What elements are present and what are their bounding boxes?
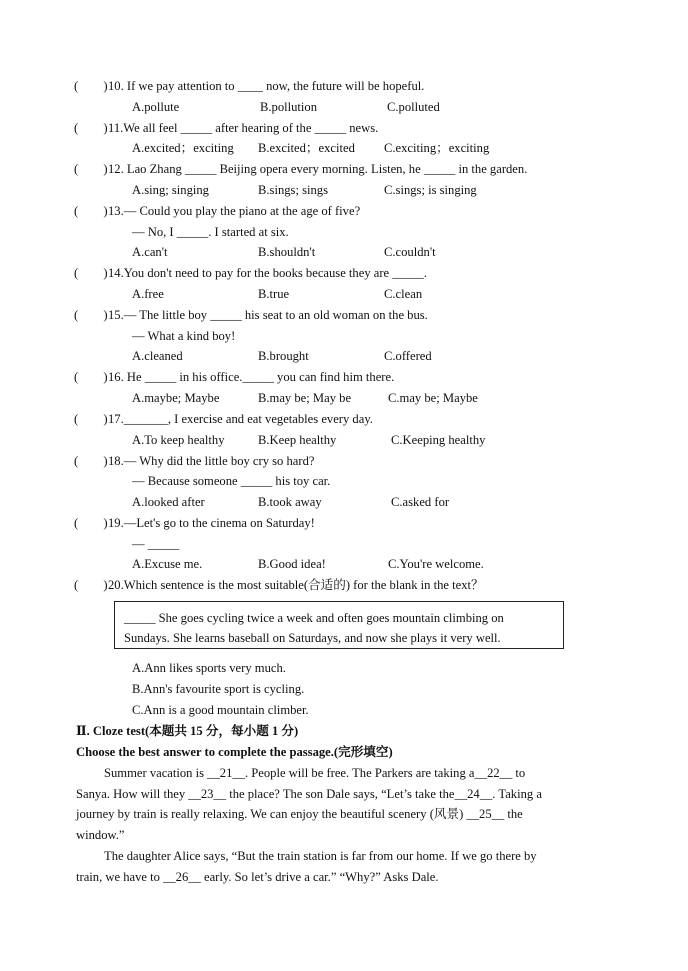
option-b: B.Good idea! — [258, 557, 326, 571]
option-b: B.true — [258, 287, 290, 301]
option-a: A.can't — [132, 245, 168, 259]
passage-line: journey by train is really relaxing. We can enjoy the beautiful scenery (风景) __25__ the — [76, 807, 523, 821]
question-12 — [74, 161, 527, 177]
option-c: C.exciting；exciting — [384, 141, 490, 155]
answer-paren[interactable]: ( ) — [74, 204, 108, 218]
dialog-line: — No, I _____. I started at six. — [132, 225, 289, 239]
question-13 — [74, 203, 360, 219]
question-stem: 15.— The little boy _____ his seat to an old woman on the bus. — [108, 308, 428, 322]
option-b: B.shouldn't — [258, 245, 316, 259]
passage-line: train, we have to __26__ early. So let’s drive a car.” “Why?” Asks Dale. — [76, 870, 439, 884]
question-stem: 13.— Could you play the piano at the age of five? — [108, 204, 361, 218]
question-stem: 20.Which sentence is the most suitable(合适的) for the blank in the text？ — [108, 578, 484, 592]
option-c: C.offered — [384, 349, 432, 363]
dialog-line: — _____ — [132, 537, 180, 551]
dialog-line: — Because someone _____ his toy car. — [132, 474, 331, 488]
option-a: A.maybe; Maybe — [132, 391, 220, 405]
option-b: B.sings; sings — [258, 183, 328, 197]
option-c: C.You're welcome. — [388, 557, 484, 571]
answer-paren[interactable]: ( ) — [74, 266, 108, 280]
passage-line: window.” — [76, 828, 125, 842]
answer-paren[interactable]: ( ) — [74, 308, 108, 322]
option-a: A.cleaned — [132, 349, 183, 363]
passage-line: Summer vacation is __21__. People will be free. The Parkers are taking a__22__ to — [104, 766, 526, 780]
section-instruction: Choose the best answer to complete the passage.(完形填空) — [76, 745, 393, 759]
answer-paren[interactable]: ( ) — [74, 454, 108, 468]
question-11 — [74, 120, 378, 136]
option-a: A.Excuse me. — [132, 557, 203, 571]
question-19 — [74, 515, 315, 531]
question-20 — [74, 577, 484, 593]
option-c: C.polluted — [387, 100, 440, 114]
option-b: B.Keep healthy — [258, 433, 337, 447]
question-15 — [74, 307, 428, 323]
option-b: B.may be; May be — [258, 391, 352, 405]
passage-line: Sanya. How will they __23__ the place? The son Dale says, “Let’s take the__24__. Taking a — [76, 787, 542, 801]
answer-paren[interactable]: ( ) — [74, 121, 108, 135]
question-10 — [74, 78, 424, 94]
question-stem: 11.We all feel _____ after hearing of the _____ news. — [108, 121, 379, 135]
passage-line: The daughter Alice says, “But the train station is far from our home. If we go there by — [104, 849, 537, 863]
option-c: C.Keeping healthy — [391, 433, 486, 447]
answer-paren[interactable]: ( ) — [74, 578, 108, 592]
dialog-line: — What a kind boy! — [132, 329, 236, 343]
option-c: C.sings; is singing — [384, 183, 477, 197]
text-box-line: Sundays. She learns baseball on Saturdays, and now she plays it very well. — [124, 631, 501, 645]
text-box-line: _____ She goes cycling twice a week and often goes mountain climbing on — [124, 611, 504, 625]
option-a: A.sing; singing — [132, 183, 209, 197]
option-a: A.pollute — [132, 100, 180, 114]
option-c: C.Ann is a good mountain climber. — [132, 703, 309, 717]
question-stem: 16. He _____ in his office._____ you can find him there. — [108, 370, 395, 384]
answer-paren[interactable]: ( ) — [74, 412, 108, 426]
question-stem: 14.You don't need to pay for the books because they are _____. — [108, 266, 427, 280]
option-c: C.asked for — [391, 495, 450, 509]
question-stem: 12. Lao Zhang _____ Beijing opera every morning. Listen, he _____ in the garden. — [108, 162, 528, 176]
question-18 — [74, 453, 314, 469]
section-heading: Ⅱ. Cloze test(本题共 15 分，每小题 1 分) — [76, 724, 299, 738]
answer-paren[interactable]: ( ) — [74, 516, 108, 530]
option-a: A.Ann likes sports very much. — [132, 661, 286, 675]
text-box — [114, 601, 564, 649]
option-b: B.excited；excited — [258, 141, 355, 155]
option-c: C.may be; Maybe — [388, 391, 478, 405]
answer-paren[interactable]: ( ) — [74, 162, 108, 176]
option-a: A.looked after — [132, 495, 205, 509]
option-a: A.excited；exciting — [132, 141, 234, 155]
question-17 — [74, 411, 373, 427]
option-b: B.brought — [258, 349, 309, 363]
option-a: A.free — [132, 287, 164, 301]
answer-paren[interactable]: ( ) — [74, 79, 108, 93]
option-c: C.couldn't — [384, 245, 436, 259]
answer-paren[interactable]: ( ) — [74, 370, 108, 384]
question-stem: 19.—Let's go to the cinema on Saturday! — [108, 516, 315, 530]
option-b: B.Ann's favourite sport is cycling. — [132, 682, 305, 696]
option-a: A.To keep healthy — [132, 433, 225, 447]
option-c: C.clean — [384, 287, 423, 301]
option-b: B.pollution — [260, 100, 318, 114]
question-14 — [74, 265, 427, 281]
question-stem: 17._______, I exercise and eat vegetables every day. — [108, 412, 373, 426]
question-stem: 10. If we pay attention to ____ now, the future will be hopeful. — [108, 79, 425, 93]
question-stem: 18.— Why did the little boy cry so hard? — [108, 454, 315, 468]
question-16 — [74, 369, 394, 385]
option-b: B.took away — [258, 495, 322, 509]
